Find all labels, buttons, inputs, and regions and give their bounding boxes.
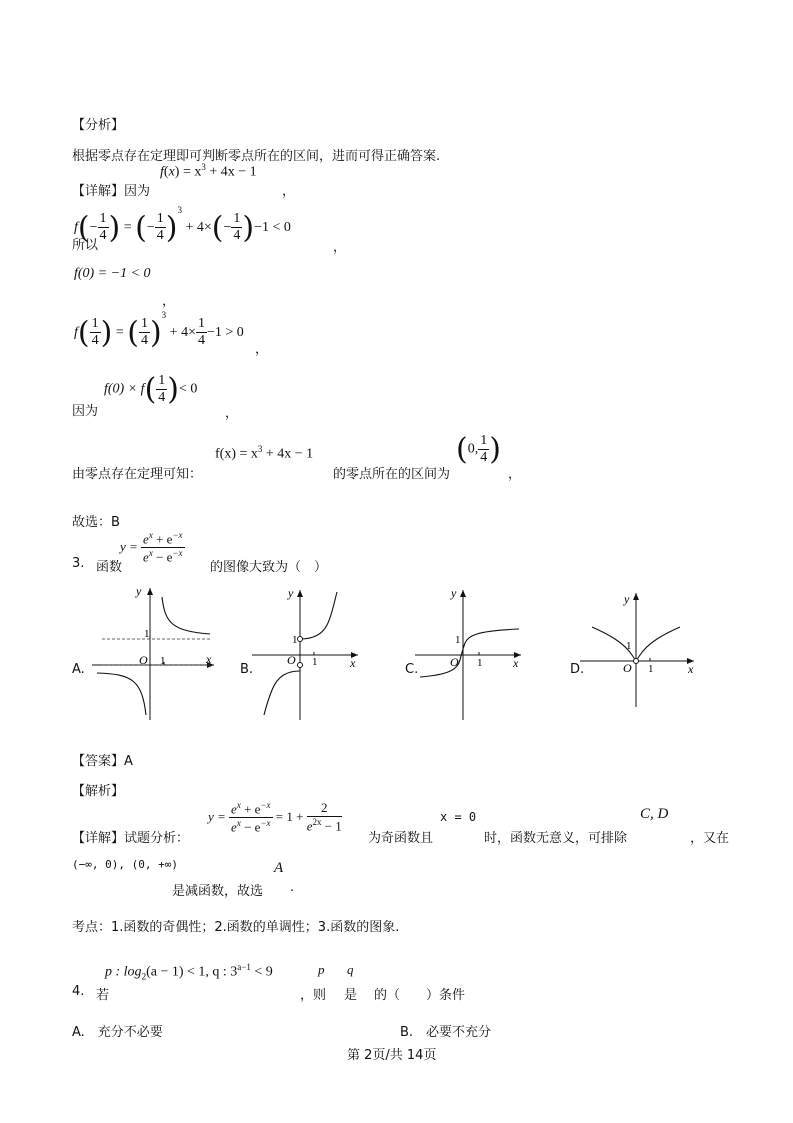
graph-c-x-label: x xyxy=(513,656,519,670)
graph-a-origin: O xyxy=(139,653,148,667)
q3-analysis-heading: 【解析】 xyxy=(72,784,125,799)
detail-comma-1: ， xyxy=(282,184,296,199)
q4-option-a: A. 充分不必要 xyxy=(72,1025,163,1040)
graph-b-x-label: x xyxy=(350,656,356,670)
option-c-label: C. xyxy=(405,662,419,677)
detail-comma-3: ， xyxy=(162,294,176,309)
q3-answer: 【答案】A xyxy=(72,754,133,769)
q4-shi: 是 xyxy=(344,988,358,1003)
conclusion-mid: 的零点所在的区间为 xyxy=(333,467,451,482)
option-d-label: D. xyxy=(570,662,585,677)
q3-tail: 的图像大致为（ ） xyxy=(210,560,328,575)
q3-points: 考点：1.函数的奇偶性；2.函数的单调性；3.函数的图象. xyxy=(72,920,400,935)
q3-detail-x0: x = 0 xyxy=(440,810,477,824)
q3-function: y = $\frac{e^x + e^{-x}}{e^x - e^{-x}}$ xyxy=(120,530,183,565)
graph-b-y-label: y xyxy=(288,586,294,600)
equation-f-neg-quarter: f(− $\frac{1}{4}$ ) = (− $\frac{1}{4}$ )$^3$ + 4×(− $\frac{1}{4}$ )−1 < 0 xyxy=(74,205,291,246)
q3-detail-mid2: 时，函数无意义，可排除 xyxy=(484,831,628,846)
q3-detail-equation: y = $\frac{e^x + e^{-x}}{e^x - e^{-x}}$ = 1 + $\frac{2}{e^{2x} - 1}$ xyxy=(208,800,342,835)
equation-product: f(0) × f( $\frac{1}{4}$ )< 0 xyxy=(104,372,198,407)
q3-detail-lead: 【详解】试题分析： xyxy=(72,831,190,846)
q4-p-symbol: p xyxy=(318,962,325,977)
q3-detail-a: A xyxy=(274,860,284,876)
option-a-label: A. xyxy=(72,662,85,677)
detail-function: $f(x) = x^3 + 4x - 1$ xyxy=(160,162,257,180)
graph-option-c[interactable] xyxy=(415,585,525,720)
q3-lead: 函数 xyxy=(96,560,123,575)
graph-c-y-label: y xyxy=(451,586,457,600)
interval-zero-quarter: (0, $\frac{1}{4}$ ) xyxy=(456,432,501,467)
graph-d-tick-y: 1 xyxy=(626,640,632,652)
graph-b-origin: O xyxy=(287,653,296,667)
q3-detail-tail: ，又在 xyxy=(690,831,730,846)
graph-c-tick-y: 1 xyxy=(455,634,461,646)
graph-c-tick-x: 1 xyxy=(477,657,483,669)
graph-option-b[interactable] xyxy=(252,585,362,720)
q4-option-b: B. 必要不充分 xyxy=(400,1025,492,1040)
graph-d-x-label: x xyxy=(688,662,694,676)
graph-a-tick-y: 1 xyxy=(144,628,150,640)
conclusion-function: $f(x) = x^3 + 4x - 1$ xyxy=(215,444,314,462)
q4-number: 4. xyxy=(72,984,85,999)
page-footer: 第 2页/共 14页 xyxy=(347,1048,437,1063)
detail-heading: 【详解】因为 xyxy=(72,184,151,199)
conclusion-lead: 由零点存在定理可知： xyxy=(72,467,203,482)
detail-comma-6: ， xyxy=(508,467,522,482)
q3-detail-intervals: (−∞, 0), (0, +∞) xyxy=(72,858,178,871)
graph-b-tick-y: 1 xyxy=(292,634,298,646)
q3-number: 3. xyxy=(72,556,85,571)
graph-option-a[interactable] xyxy=(92,585,217,720)
analysis-text: 根据零点存在定理即可判断零点所在的区间，进而可得正确答案. xyxy=(72,149,441,164)
detail-comma-2: ， xyxy=(333,240,347,255)
graph-d-tick-x: 1 xyxy=(648,663,654,675)
graph-d-origin: O xyxy=(623,661,632,675)
graph-b-tick-x: 1 xyxy=(312,656,318,668)
graph-a-tick-x: 1 xyxy=(160,655,166,667)
q4-lead: 若 xyxy=(96,988,110,1003)
suoyi-label: 所以 xyxy=(72,238,99,253)
q3-detail-cd: C, D xyxy=(640,806,669,822)
graph-c-origin: O xyxy=(450,655,459,669)
equation-f-zero: f(0) = −1 < 0 xyxy=(74,266,151,281)
analysis-heading: 【分析】 xyxy=(72,118,125,133)
q4-tail: 的（ ）条件 xyxy=(374,988,466,1003)
graph-d-y-label: y xyxy=(624,592,630,606)
q4-condition: p : $\log_2(a - 1) < 1$, q : $3^{a-1} < 9$ xyxy=(105,962,273,982)
detail-comma-5: ， xyxy=(225,406,239,421)
q3-detail-line2: 是减函数，故选 xyxy=(172,884,264,899)
option-b-label: B. xyxy=(240,662,254,677)
detail-comma-4: ， xyxy=(255,342,269,357)
q3-detail-mid: 为奇函数且 xyxy=(368,831,434,846)
q3-detail-period: . xyxy=(290,880,295,895)
equation-f-quarter: f( $\frac{1}{4}$ ) = ( $\frac{1}{4}$ )$^3$ + 4× $\frac{1}{4}$ −1 > 0 xyxy=(74,310,244,351)
graph-option-d[interactable] xyxy=(580,585,700,720)
answer-b: 故选：B xyxy=(72,515,120,530)
yinwei-label: 因为 xyxy=(72,404,99,419)
q4-q-symbol: q xyxy=(347,962,354,977)
graph-a-x-label: x xyxy=(206,652,212,666)
graph-a-y-label: y xyxy=(136,585,142,598)
q4-mid: ，则 xyxy=(300,988,327,1003)
